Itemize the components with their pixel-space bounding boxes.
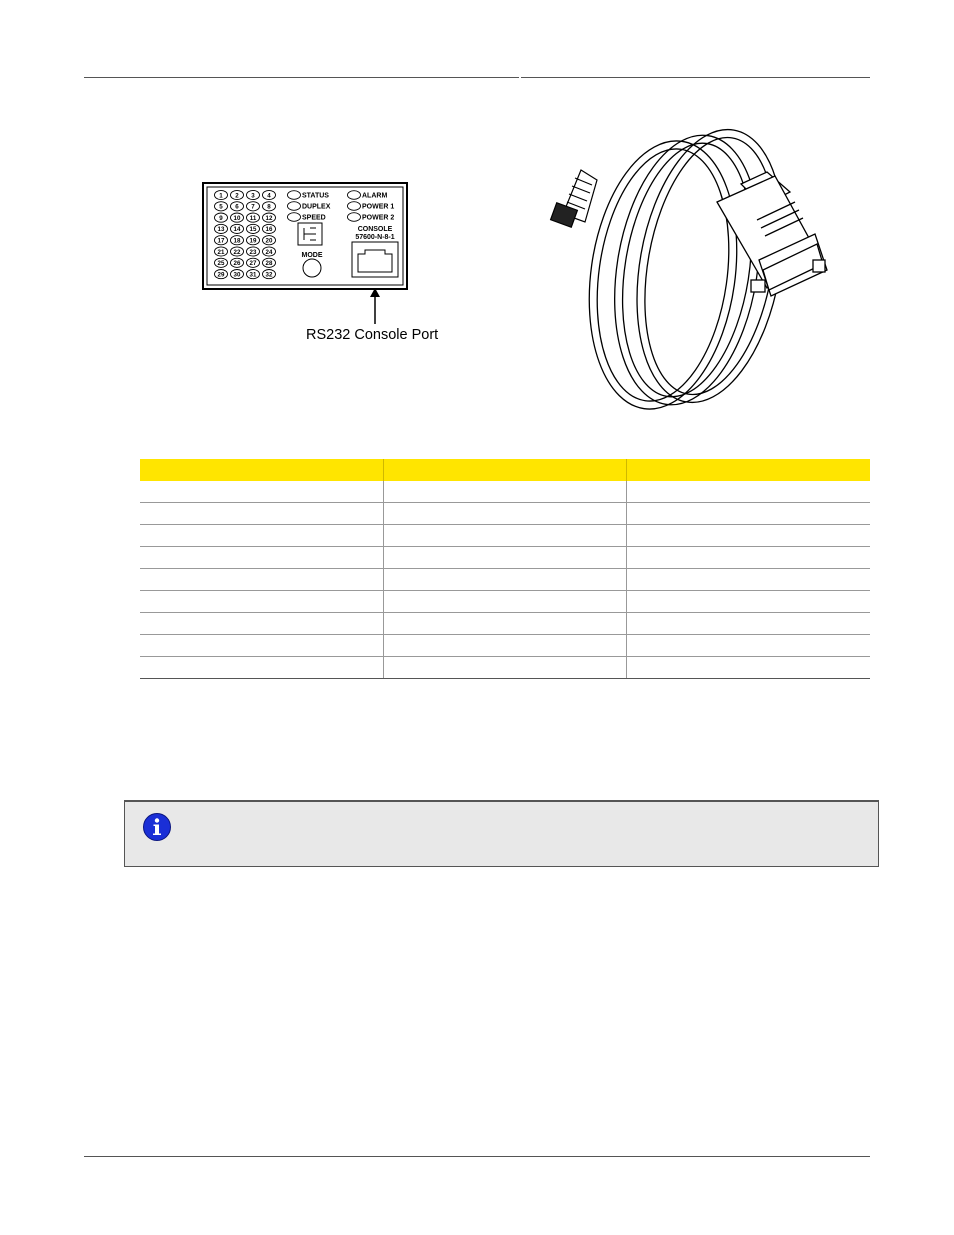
table-row: [140, 547, 870, 569]
indicator-led: [348, 213, 361, 222]
indicator-led: [288, 213, 301, 222]
spec-table: [140, 459, 870, 679]
table-cell: [383, 503, 626, 525]
console-port-caption: RS232 Console Port: [306, 327, 439, 343]
footer-rule: [84, 1156, 870, 1157]
table-row: [140, 613, 870, 635]
port-number: 2: [235, 192, 239, 200]
table-cell: [140, 591, 383, 613]
port-number: 20: [265, 237, 273, 245]
arrow-up-icon: [368, 286, 382, 324]
table-row: [140, 591, 870, 613]
table-cell: [383, 481, 626, 503]
indicator-led: [288, 202, 301, 211]
indicator-led: [348, 202, 361, 211]
table-cell: [383, 591, 626, 613]
table-cell: [627, 547, 870, 569]
table-row: [140, 503, 870, 525]
port-number: 19: [249, 237, 257, 245]
port-number: 7: [251, 203, 255, 211]
port-number: 1: [219, 192, 223, 200]
table-cell: [383, 613, 626, 635]
port-number: 11: [249, 214, 257, 222]
port-number: 26: [233, 260, 241, 268]
table-cell: [140, 525, 383, 547]
port-number: 4: [267, 192, 271, 200]
table-cell: [140, 503, 383, 525]
port-number: 24: [265, 248, 273, 256]
table-header-row: [140, 459, 870, 481]
info-note-box: [124, 800, 879, 867]
table-cell: [627, 635, 870, 657]
table-cell: [383, 569, 626, 591]
table-cell: [627, 503, 870, 525]
front-panel-diagram: [200, 180, 410, 292]
port-number: 15: [249, 226, 257, 234]
port-number: 31: [249, 271, 257, 279]
indicator-label: DUPLEX: [302, 203, 331, 211]
port-number: 25: [217, 260, 225, 268]
table-cell: [140, 481, 383, 503]
port-number: 21: [217, 248, 225, 256]
port-number: 32: [265, 271, 273, 279]
table-cell: [627, 591, 870, 613]
rj45-console-port: [352, 242, 398, 277]
table-row: [140, 635, 870, 657]
indicator-led: [288, 191, 301, 200]
port-number: 22: [233, 248, 241, 256]
port-number: 13: [217, 226, 225, 234]
port-number: 16: [265, 226, 273, 234]
table-cell: [140, 569, 383, 591]
header-rule-left: [84, 77, 519, 78]
table-cell: [627, 481, 870, 503]
table-header-cell: [140, 459, 383, 481]
table-cell: [140, 613, 383, 635]
indicator-label: STATUS: [302, 192, 329, 200]
port-number: 9: [219, 214, 223, 222]
port-number: 5: [219, 203, 223, 211]
port-number: 23: [249, 248, 257, 256]
port-number: 29: [217, 271, 225, 279]
console-cable-illustration: [545, 110, 845, 410]
table-cell: [383, 635, 626, 657]
table-body: [140, 481, 870, 679]
port-number: 17: [217, 237, 225, 245]
header-rule-right: [521, 77, 870, 78]
port-number: 30: [233, 271, 241, 279]
table-cell: [383, 657, 626, 679]
console-setting: 57600-N-8-1: [355, 234, 395, 241]
status-led-group: [288, 191, 331, 222]
table-cell: [140, 657, 383, 679]
port-number: 14: [233, 226, 241, 234]
port-number: 12: [265, 214, 273, 222]
db9-connector: [717, 172, 827, 296]
table-header-cell: [383, 459, 626, 481]
table-cell: [627, 657, 870, 679]
table-cell: [627, 569, 870, 591]
indicator-label: POWER 2: [362, 214, 395, 222]
mode-button: [303, 259, 321, 277]
indicator-led: [348, 191, 361, 200]
table-row: [140, 569, 870, 591]
info-icon: [142, 812, 172, 842]
port-number: 10: [233, 214, 241, 222]
table-cell: [627, 525, 870, 547]
table-cell: [627, 613, 870, 635]
mode-label: MODE: [301, 252, 323, 259]
indicator-label: POWER 1: [362, 203, 395, 211]
indicator-label: ALARM: [362, 192, 388, 200]
table-cell: [383, 547, 626, 569]
table-cell: [140, 547, 383, 569]
table-header-cell: [627, 459, 870, 481]
table-cell: [383, 525, 626, 547]
port-number: 8: [267, 203, 271, 211]
table-cell: [140, 635, 383, 657]
port-number: 18: [233, 237, 241, 245]
rj45-plug: [551, 170, 597, 227]
port-number: 6: [235, 203, 239, 211]
console-label: CONSOLE: [357, 226, 393, 233]
table-row: [140, 481, 870, 503]
port-number: 27: [249, 260, 257, 268]
port-number: 3: [251, 192, 255, 200]
table-row: [140, 657, 870, 679]
table-row: [140, 525, 870, 547]
port-number: 28: [265, 260, 273, 268]
indicator-label: SPEED: [302, 214, 326, 222]
